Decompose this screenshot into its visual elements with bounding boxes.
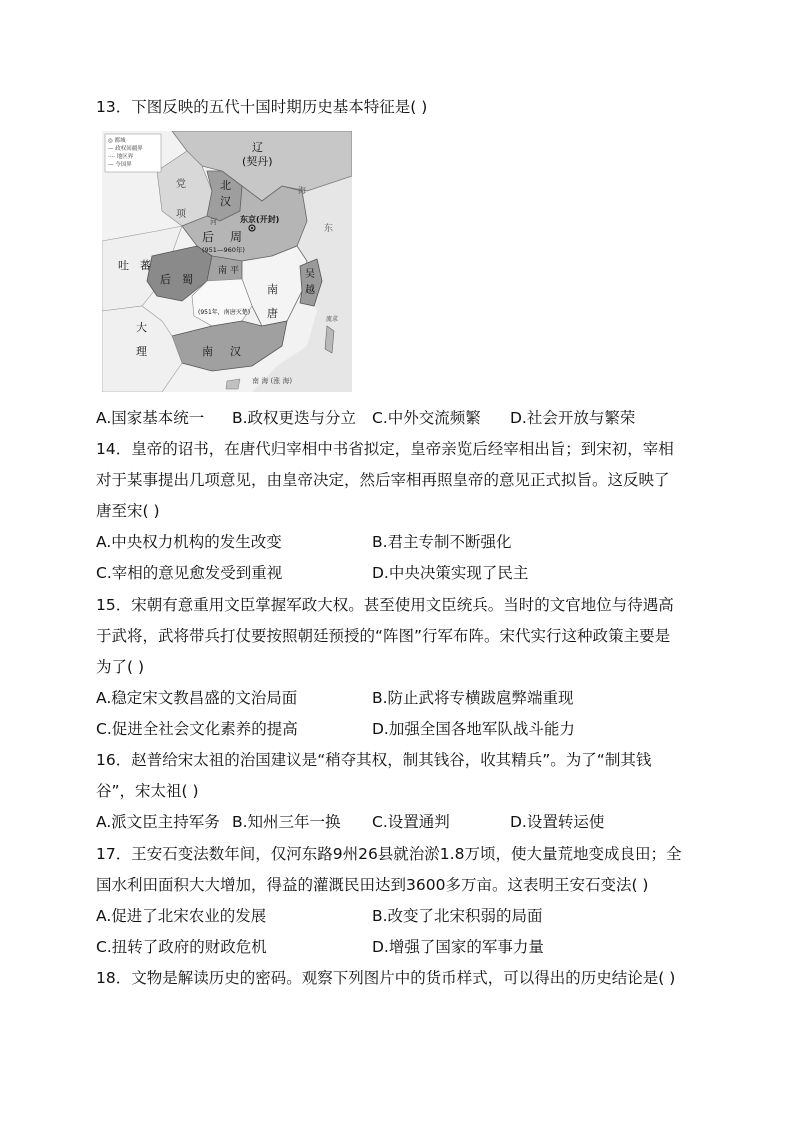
q14-option-c: C.宰相的意见愈发受到重视 <box>96 564 283 582</box>
q17-option-c: C.扭转了政府的财政危机 <box>96 938 267 956</box>
label-nanhan-1: 南 <box>202 345 213 358</box>
q16-line-1: 16．赵普给宋太祖的治国建议是“稍夺其权，制其钱谷，收其精兵”。为了“制其钱 <box>96 751 652 769</box>
q13-option-d: D.社会开放与繁荣 <box>510 409 636 427</box>
label-chu-note: (951年，南唐灭楚) <box>198 309 251 316</box>
legend-border: — 政权间疆界 <box>108 146 143 152</box>
label-beihan-1: 北 <box>220 179 231 192</box>
label-sea-dong: 东 <box>324 224 334 234</box>
q16-option-d: D.设置转运使 <box>510 813 605 831</box>
label-nanhan-2: 汉 <box>230 345 241 358</box>
q16-line-2: 谷”，宋太祖( ) <box>96 782 199 800</box>
label-liao: 辽 <box>252 141 263 154</box>
q14-option-d: D.中央决策实现了民主 <box>372 564 529 582</box>
label-nantang-1: 南 <box>267 283 278 296</box>
label-nantang-2: 唐 <box>267 307 278 320</box>
label-liuqiu-1: 流 <box>326 316 333 323</box>
label-dali-1: 大 <box>136 321 147 334</box>
label-dangxiang-2: 项 <box>176 209 186 220</box>
q14-option-a: A.中央权力机构的发生改变 <box>96 533 282 551</box>
label-qidan: (契丹) <box>242 155 273 168</box>
label-houzhou-2: 周 <box>230 230 243 244</box>
q15-option-c: C.促进全社会文化素养的提高 <box>96 720 298 738</box>
label-sea-hai: 海 <box>298 186 306 195</box>
label-nanping-2: 平 <box>230 266 240 276</box>
label-nanhai: 南 海 (涨 海) <box>252 377 293 385</box>
label-houshu-2: 蜀 <box>182 273 193 286</box>
q14-line-3: 唐至宋( ) <box>96 502 160 520</box>
q14-line-1: 14．皇帝的诏书，在唐代归宰相中书省拟定，皇帝亲览后经宰相出旨；到宋初，宰相 <box>96 440 674 458</box>
q13-stem: 13．下图反映的五代十国时期历史基本特征是( ) <box>96 98 428 116</box>
q17-line-1: 17．王安石变法数年间，仅河东路9州26县就治淤1.8万顷，使大量荒地变成良田；全 <box>96 845 682 863</box>
five-dynasties-map <box>102 131 352 392</box>
q15-option-b: B.防止武将专横跋扈弊端重现 <box>372 689 574 707</box>
q16-option-b: B.知州三年一换 <box>232 813 341 831</box>
q15-line-2: 于武将，武将带兵打仗要按照朝廷预授的“阵图”行军布阵。宋代实行这种政策主要是 <box>96 627 671 645</box>
q13-option-b: B.政权更迭与分立 <box>232 409 357 427</box>
q16-option-c: C.设置通判 <box>372 813 450 831</box>
label-houzhou-1: 后 <box>202 230 215 244</box>
label-wuyue-2: 越 <box>305 285 315 296</box>
q15-option-a: A.稳定宋文教昌盛的文治局面 <box>96 689 298 707</box>
q16-option-a: A.派文臣主持军务 <box>96 813 220 831</box>
q14-option-b: B.君主专制不断强化 <box>372 533 512 551</box>
q17-option-a: A.促进了北宋农业的发展 <box>96 907 267 925</box>
q15-line-3: 为了( ) <box>96 658 145 676</box>
label-houshu-1: 后 <box>160 273 171 286</box>
q17-option-b: B.改变了北宋积弱的局面 <box>372 907 543 925</box>
legend-region: ···· 地区界 <box>108 154 134 160</box>
label-dangxiang-1: 党 <box>176 179 186 190</box>
q13-option-a: A.国家基本统一 <box>96 409 205 427</box>
q18-stem: 18．文物是解读历史的密码。观察下列图片中的货币样式，可以得出的历史结论是( ) <box>96 969 676 987</box>
label-wuyue-1: 吴 <box>305 269 315 280</box>
label-tubo-1: 吐 <box>118 259 129 272</box>
label-he: 河 <box>210 218 217 226</box>
label-dali-2: 理 <box>136 345 147 358</box>
label-dongjing: 东京(开封) <box>240 215 280 224</box>
label-tubo-2: 蕃 <box>140 259 151 272</box>
q15-line-1: 15．宋朝有意重用文臣掌握军政大权。甚至使用文臣统兵。当时的文官地位与待遇高 <box>96 596 674 614</box>
q14-line-2: 对于某事提出几项意见，由皇帝决定，然后宰相再照皇帝的意见正式拟旨。这反映了 <box>96 471 670 489</box>
label-liuqiu-2: 求 <box>332 316 339 323</box>
legend-capital: ◎ 都城 <box>108 138 126 144</box>
q17-line-2: 国水利田面积大大增加，得益的灌溉民田达到3600多万亩。这表明王安石变法( ) <box>96 876 649 894</box>
label-houzhou-years: (951—960年) <box>202 246 245 254</box>
legend-modern: — 今国界 <box>108 162 132 168</box>
q15-option-d: D.加强全国各地军队战斗能力 <box>372 720 575 738</box>
q17-option-d: D.增强了国家的军事力量 <box>372 938 544 956</box>
label-nanping-1: 南 <box>218 266 228 276</box>
label-beihan-2: 汉 <box>220 195 231 208</box>
q13-option-c: C.中外交流频繁 <box>372 409 481 427</box>
